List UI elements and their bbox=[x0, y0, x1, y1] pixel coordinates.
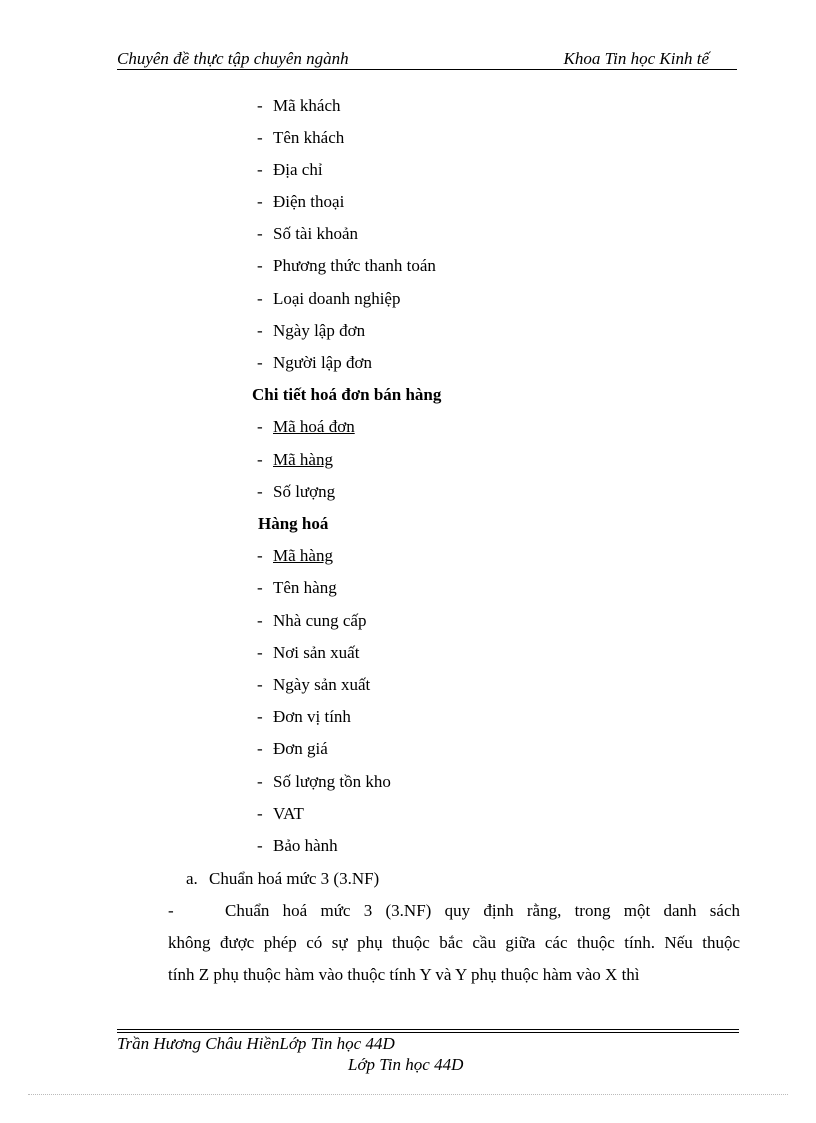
header-department: Khoa Tin học Kinh tế bbox=[563, 49, 709, 68]
footer-author: Trần Hương Châu HiềnLớp Tin học 44D bbox=[117, 1034, 395, 1053]
paragraph-line: Chuẩn hoá mức 3 (3.NF) quy định rằng, trong một danh sách bbox=[225, 901, 740, 920]
footer-rule bbox=[117, 1032, 739, 1033]
header-rule bbox=[117, 69, 737, 70]
body-paragraph bbox=[168, 901, 740, 991]
subsection-text: Chuẩn hoá mức 3 (3.NF) bbox=[209, 869, 380, 888]
page-edge bbox=[28, 1094, 788, 1095]
paragraph-line: tính Z phụ thuộc hàm vào thuộc tính Y và Y phụ thuộc hàm vào X thì bbox=[168, 965, 640, 984]
section-heading: Hàng hoá bbox=[258, 514, 329, 533]
footer-rule bbox=[117, 1029, 739, 1030]
page-header bbox=[117, 49, 737, 71]
subsection-marker: a. bbox=[186, 869, 198, 888]
paragraph-line: không được phép có sự phụ thuộc bắc cầu giữa các thuộc tính. Nếu thuộc bbox=[168, 933, 740, 952]
paragraph-bullet: - bbox=[168, 901, 174, 920]
footer-class: Lớp Tin học 44D bbox=[348, 1055, 464, 1074]
header-title: Chuyên đề thực tập chuyên ngành bbox=[117, 49, 349, 68]
section-heading: Chi tiết hoá đơn bán hàng bbox=[252, 385, 442, 404]
